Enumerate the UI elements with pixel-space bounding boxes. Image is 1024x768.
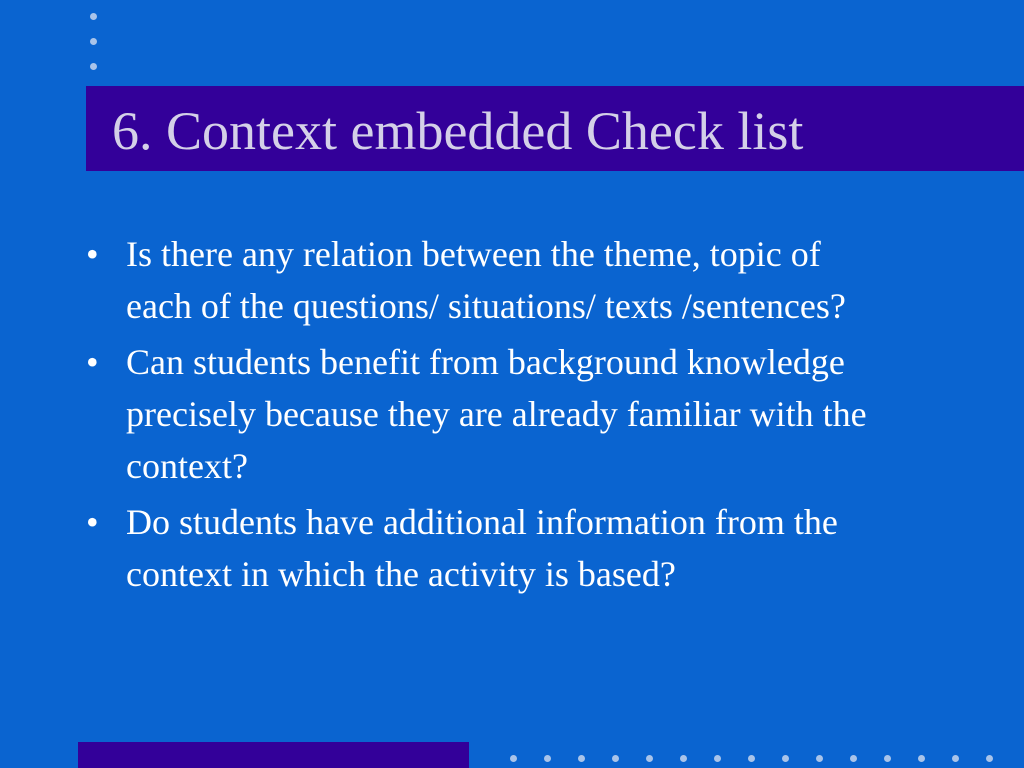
decoration-dot — [680, 755, 687, 762]
decoration-dot — [748, 755, 755, 762]
decoration-dot — [782, 755, 789, 762]
decoration-dot — [510, 755, 517, 762]
bullet-text: Is there any relation between the theme, topic of each of the questions/ situations/ texts /sentences? — [126, 234, 846, 326]
decoration-dot — [646, 755, 653, 762]
decoration-dot — [986, 755, 993, 762]
footer-band — [78, 742, 469, 768]
bullet-item — [80, 228, 880, 332]
slide-title: 6. Context embedded Check list — [112, 101, 804, 161]
decoration-dot — [918, 755, 925, 762]
bullet-icon: • — [86, 342, 99, 382]
decoration-dot — [816, 755, 823, 762]
decoration-dot — [612, 755, 619, 762]
decoration-dot — [90, 13, 97, 20]
decoration-dot — [544, 755, 551, 762]
decoration-dot — [90, 63, 97, 70]
decoration-dot — [714, 755, 721, 762]
decoration-dot — [578, 755, 585, 762]
decoration-dot — [90, 38, 97, 45]
bullet-icon: • — [86, 234, 99, 274]
decoration-dot — [850, 755, 857, 762]
decoration-dot — [952, 755, 959, 762]
bullet-list — [80, 228, 880, 604]
bullet-text: Can students benefit from background knowledge precisely because they are already familiar with the context? — [126, 342, 867, 486]
bullet-text: Do students have additional information from the context in which the activity is based? — [126, 502, 838, 594]
bullet-item — [80, 496, 880, 600]
bullet-icon: • — [86, 502, 99, 542]
bullet-item — [80, 336, 880, 492]
decoration-dot — [884, 755, 891, 762]
